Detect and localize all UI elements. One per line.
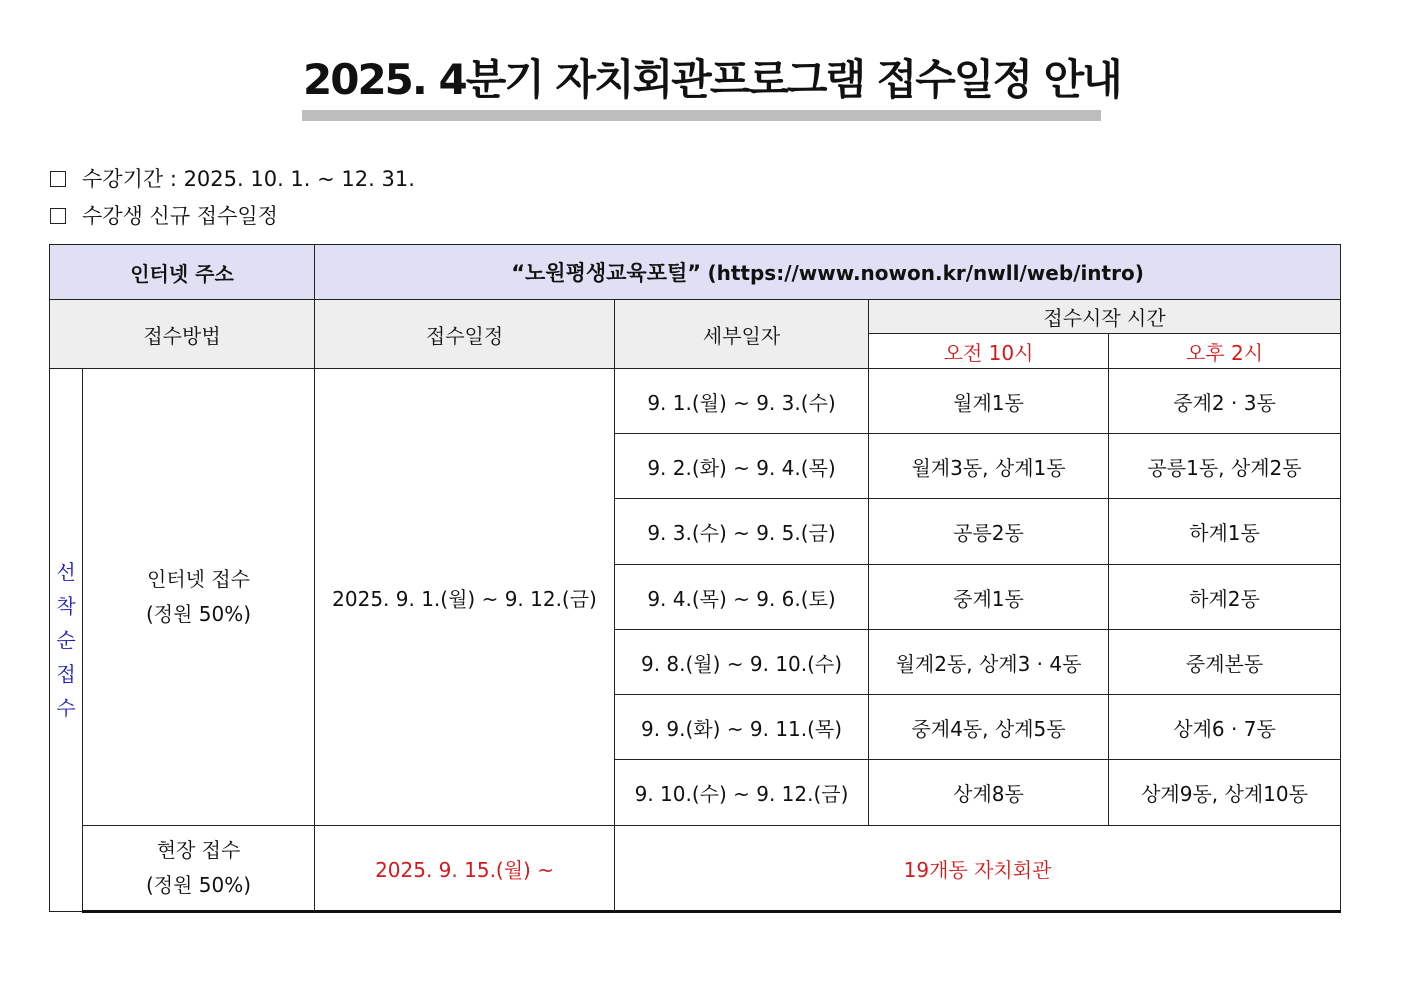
- pm-dong: 중계2 · 3동: [1109, 369, 1341, 434]
- onsite-method-line1: 현장 접수: [156, 838, 241, 862]
- portal-name: “노원평생교육포털”: [511, 261, 702, 285]
- onsite-schedule: 2025. 9. 15.(월) ~: [315, 826, 615, 912]
- am-dong: 공릉2동: [869, 499, 1109, 565]
- am-dong: 상계8동: [869, 760, 1109, 826]
- onsite-row: [50, 826, 1341, 912]
- first-come-char: 착: [56, 594, 76, 618]
- first-come-char: 선: [56, 560, 76, 584]
- table-row: [50, 369, 1341, 434]
- internet-method-line1: 인터넷 접수: [147, 567, 250, 591]
- title-underline: [302, 110, 1101, 121]
- header-start-time: 접수시작 시간: [869, 300, 1341, 334]
- portal-cell: [315, 245, 1341, 300]
- detail-date: 9. 9.(화) ~ 9. 11.(목): [615, 695, 869, 760]
- internet-method-line2: (정원 50%): [145, 602, 252, 626]
- checkbox-square-icon: [50, 171, 66, 187]
- portal-url: (https://www.nowon.kr/nwll/web/intro): [707, 261, 1144, 285]
- header-am: 오전 10시: [869, 334, 1109, 369]
- pm-dong: 상계9동, 상계10동: [1109, 760, 1341, 826]
- page-title: 2025. 4분기 자치회관프로그램 접수일정 안내: [303, 55, 1121, 104]
- internet-address-label: 인터넷 주소: [50, 245, 315, 300]
- internet-method: [83, 369, 315, 826]
- header-pm: 오후 2시: [1109, 334, 1341, 369]
- first-come-char: 순: [56, 628, 76, 652]
- pm-dong: 상계6 · 7동: [1109, 695, 1341, 760]
- am-dong: 중계1동: [869, 565, 1109, 630]
- pm-dong: 하계1동: [1109, 499, 1341, 565]
- detail-date: 9. 10.(수) ~ 9. 12.(금): [615, 760, 869, 826]
- pm-dong: 공릉1동, 상계2동: [1109, 434, 1341, 499]
- first-come-char: 접: [56, 662, 76, 686]
- detail-date: 9. 1.(월) ~ 9. 3.(수): [615, 369, 869, 434]
- pm-dong: 중계본동: [1109, 630, 1341, 695]
- first-come-label: [50, 369, 83, 912]
- first-come-char: 수: [56, 696, 76, 720]
- bullet-registration-schedule: [50, 203, 278, 229]
- url-row: [50, 245, 1341, 300]
- bullet-course-period: [50, 166, 415, 192]
- am-dong: 월계1동: [869, 369, 1109, 434]
- bullet-text: 수강기간 : 2025. 10. 1. ~ 12. 31.: [82, 167, 415, 191]
- header-schedule: 접수일정: [315, 300, 615, 369]
- onsite-location: 19개동 자치회관: [615, 826, 1341, 912]
- am-dong: 월계2동, 상계3 · 4동: [869, 630, 1109, 695]
- internet-schedule: 2025. 9. 1.(월) ~ 9. 12.(금): [315, 369, 615, 826]
- bullet-text: 수강생 신규 접수일정: [82, 204, 278, 228]
- detail-date: 9. 3.(수) ~ 9. 5.(금): [615, 499, 869, 565]
- header-row: [50, 300, 1341, 334]
- onsite-method-line2: (정원 50%): [145, 873, 252, 897]
- am-dong: 월계3동, 상계1동: [869, 434, 1109, 499]
- detail-date: 9. 8.(월) ~ 9. 10.(수): [615, 630, 869, 695]
- header-detail-date: 세부일자: [615, 300, 869, 369]
- checkbox-square-icon: [50, 208, 66, 224]
- schedule-table: [49, 244, 1341, 913]
- header-method: 접수방법: [50, 300, 315, 369]
- onsite-method: [83, 826, 315, 912]
- pm-dong: 하계2동: [1109, 565, 1341, 630]
- am-dong: 중계4동, 상계5동: [869, 695, 1109, 760]
- detail-date: 9. 4.(목) ~ 9. 6.(토): [615, 565, 869, 630]
- detail-date: 9. 2.(화) ~ 9. 4.(목): [615, 434, 869, 499]
